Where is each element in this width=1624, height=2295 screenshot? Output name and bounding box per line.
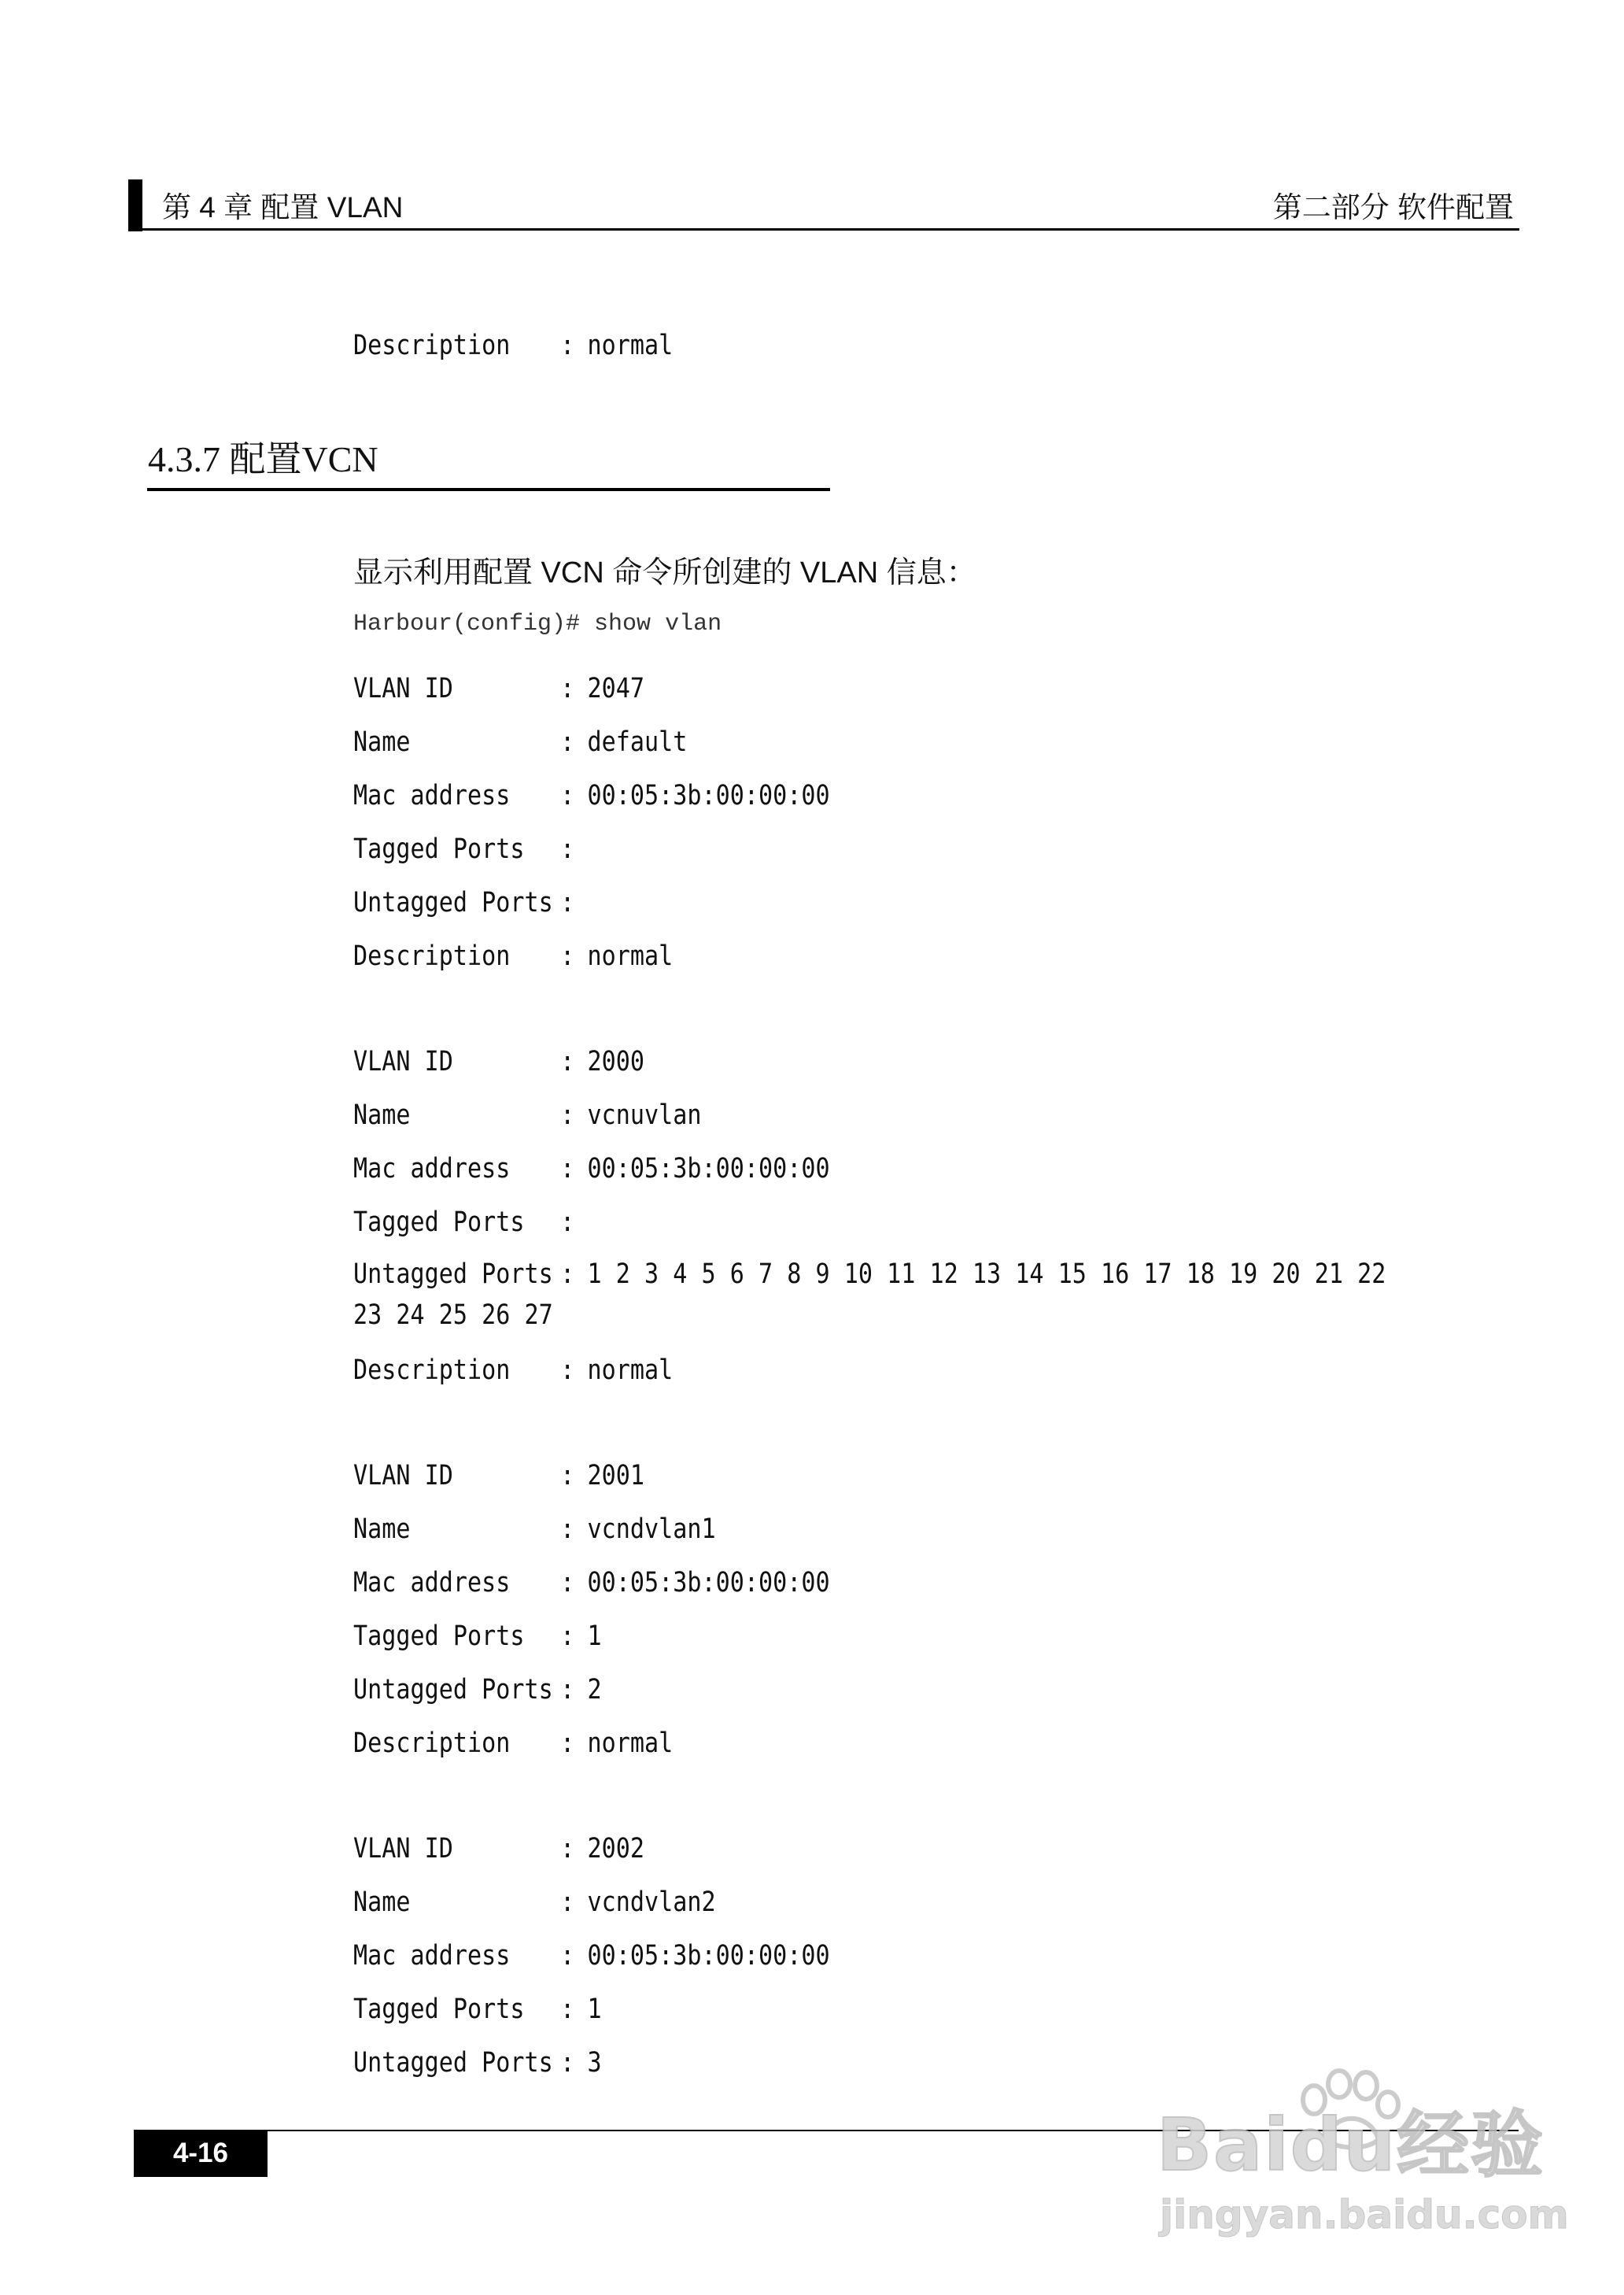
kv-key: Tagged Ports bbox=[353, 1994, 525, 2025]
kv-colon: : bbox=[560, 330, 575, 361]
kv-key: Name bbox=[353, 1099, 411, 1131]
kv-key: Name bbox=[353, 726, 411, 758]
baidu-watermark bbox=[1157, 2068, 1569, 2257]
kv-row-vlan-id bbox=[353, 1042, 644, 1081]
kv-row-description bbox=[353, 937, 673, 976]
header-marker-bar bbox=[128, 179, 142, 231]
kv-colon: : bbox=[560, 1354, 575, 1386]
kv-value: vcndvlan1 bbox=[587, 1513, 716, 1545]
kv-colon: : bbox=[560, 1728, 575, 1759]
kv-colon: : bbox=[560, 1153, 575, 1184]
kv-key: Description bbox=[353, 1354, 511, 1386]
kv-colon: : bbox=[560, 2047, 575, 2079]
kv-colon: : bbox=[560, 1674, 575, 1706]
kv-value: vcndvlan2 bbox=[587, 1887, 716, 1918]
kv-colon: : bbox=[560, 1833, 575, 1864]
kv-value: 1 bbox=[587, 1621, 602, 1652]
kv-key: Mac address bbox=[353, 1567, 511, 1598]
kv-row-name bbox=[353, 1883, 716, 1922]
kv-row-mac bbox=[353, 1149, 830, 1188]
kv-row-description bbox=[353, 326, 673, 365]
cli-command: Harbour(config)# show vlan bbox=[353, 611, 722, 638]
kv-value: 00:05:3b:00:00:00 bbox=[587, 1567, 830, 1598]
kv-value: 1 2 3 4 5 6 7 8 9 10 11 12 13 14 15 16 17 18 19 20 21 22 23 24 25 26 27 bbox=[353, 1258, 1386, 1331]
section-rule bbox=[147, 488, 830, 491]
kv-key: Mac address bbox=[353, 1940, 511, 1972]
kv-colon: : bbox=[560, 1940, 575, 1972]
kv-value: 2 bbox=[587, 1674, 602, 1706]
chapter-header: 第 4 章 配置 VLAN bbox=[162, 191, 404, 224]
kv-key: Name bbox=[353, 1887, 411, 1918]
kv-colon: : bbox=[560, 1887, 575, 1918]
kv-row-name bbox=[353, 1510, 716, 1549]
kv-colon: : bbox=[560, 1994, 575, 2025]
kv-colon: : bbox=[560, 1258, 575, 1290]
kv-colon: : bbox=[560, 780, 575, 811]
kv-value: default bbox=[587, 726, 688, 758]
section-intro: 显示利用配置 VCN 命令所创建的 VLAN 信息： bbox=[353, 556, 976, 589]
kv-row-tagged bbox=[353, 830, 588, 869]
kv-key: VLAN ID bbox=[353, 1833, 453, 1864]
kv-colon: : bbox=[560, 1513, 575, 1545]
kv-colon: : bbox=[560, 1046, 575, 1077]
kv-row-tagged bbox=[353, 1617, 602, 1656]
kv-row-name bbox=[353, 722, 687, 762]
kv-row-mac bbox=[353, 1936, 830, 1975]
kv-key: Untagged Ports bbox=[353, 887, 553, 918]
kv-row-untagged bbox=[353, 2043, 602, 2082]
kv-value: 00:05:3b:00:00:00 bbox=[587, 1940, 830, 1972]
kv-row-description bbox=[353, 1351, 673, 1390]
kv-colon: : bbox=[560, 673, 575, 704]
kv-row-untagged bbox=[353, 1670, 602, 1709]
kv-value: 00:05:3b:00:00:00 bbox=[587, 780, 830, 811]
kv-colon: : bbox=[560, 1207, 575, 1238]
kv-row-mac bbox=[353, 776, 830, 815]
kv-colon: : bbox=[560, 1621, 575, 1652]
kv-colon: : bbox=[560, 726, 575, 758]
kv-value: normal bbox=[587, 1728, 674, 1759]
kv-value: normal bbox=[587, 941, 674, 972]
page-number: 4-16 bbox=[134, 2130, 268, 2177]
kv-colon: : bbox=[560, 1460, 575, 1491]
kv-value: 2047 bbox=[587, 673, 645, 704]
kv-value: 00:05:3b:00:00:00 bbox=[587, 1153, 830, 1184]
kv-key: Tagged Ports bbox=[353, 1621, 525, 1652]
kv-row-vlan-id bbox=[353, 669, 644, 708]
kv-value: 1 bbox=[587, 1994, 602, 2025]
kv-row-vlan-id bbox=[353, 1456, 644, 1495]
kv-row-description bbox=[353, 1724, 673, 1763]
kv-row-vlan-id bbox=[353, 1829, 644, 1868]
kv-key: Mac address bbox=[353, 780, 511, 811]
kv-key: VLAN ID bbox=[353, 1460, 453, 1491]
kv-key: Name bbox=[353, 1513, 411, 1545]
kv-value: normal bbox=[587, 330, 674, 361]
section-title: 4.3.7 配置VCN bbox=[148, 439, 378, 479]
kv-value: 2000 bbox=[587, 1046, 645, 1077]
kv-colon: : bbox=[560, 1099, 575, 1131]
kv-key: VLAN ID bbox=[353, 1046, 453, 1077]
kv-key: Tagged Ports bbox=[353, 1207, 525, 1238]
kv-value: vcnuvlan bbox=[587, 1099, 702, 1131]
part-header: 第二部分 软件配置 bbox=[1272, 191, 1514, 224]
kv-value: 2002 bbox=[587, 1833, 645, 1864]
kv-key: VLAN ID bbox=[353, 673, 453, 704]
kv-value: normal bbox=[587, 1354, 674, 1386]
kv-row-tagged bbox=[353, 1990, 602, 2029]
kv-value: 3 bbox=[587, 2047, 602, 2079]
header-rule bbox=[128, 228, 1519, 231]
kv-row-name bbox=[353, 1096, 702, 1135]
watermark-url: jingyan.baidu.com bbox=[1160, 2192, 1569, 2238]
kv-colon: : bbox=[560, 941, 575, 972]
kv-colon: : bbox=[560, 833, 575, 865]
kv-row-mac bbox=[353, 1563, 830, 1602]
kv-row-tagged bbox=[353, 1203, 588, 1242]
kv-key: Description bbox=[353, 330, 511, 361]
kv-key: Untagged Ports bbox=[353, 1674, 553, 1706]
kv-colon: : bbox=[560, 887, 575, 918]
watermark-brand: Baidu经验 bbox=[1157, 2103, 1545, 2187]
kv-key: Mac address bbox=[353, 1153, 511, 1184]
kv-key: Description bbox=[353, 941, 511, 972]
kv-key: Untagged Ports bbox=[353, 1258, 553, 1290]
kv-key: Description bbox=[353, 1728, 511, 1759]
kv-row-untagged bbox=[353, 883, 588, 922]
kv-key: Tagged Ports bbox=[353, 833, 525, 865]
kv-key: Untagged Ports bbox=[353, 2047, 553, 2079]
kv-value: 2001 bbox=[587, 1460, 645, 1491]
kv-colon: : bbox=[560, 1567, 575, 1598]
kv-row-untagged-ports-list bbox=[353, 1254, 1395, 1336]
